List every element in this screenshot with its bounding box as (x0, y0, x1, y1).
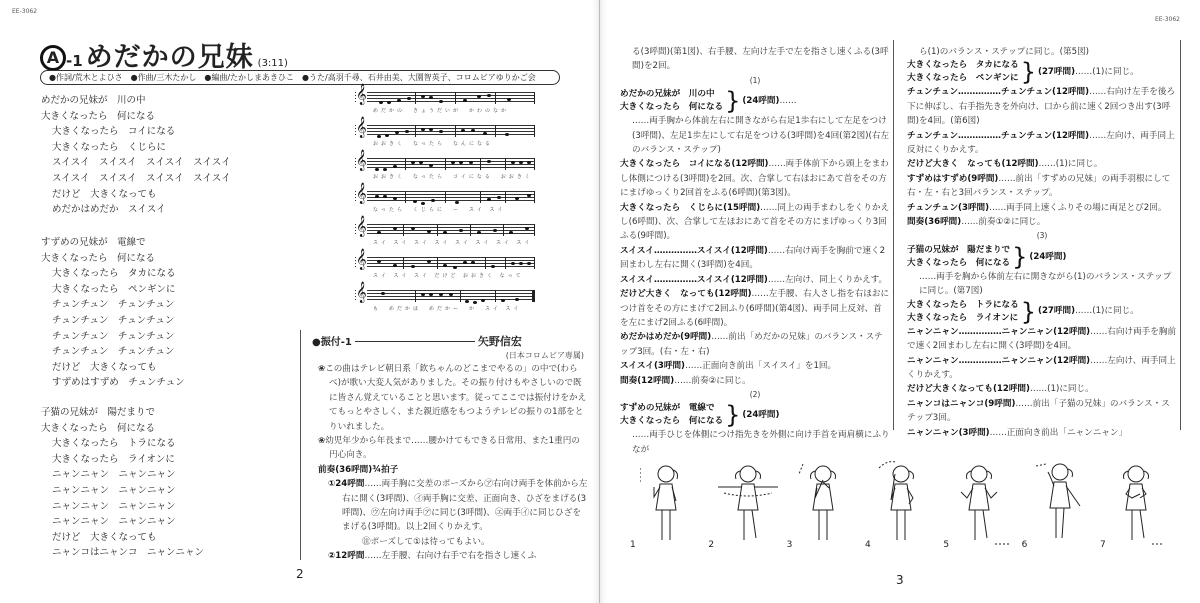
instruction-entry: チュンチュン……………チュンチュン(12呼間)……左向け、両手同上反対にくりかえす。 (907, 130, 1175, 156)
figure-number: 2 (708, 540, 715, 550)
instruction-text: ……両手を胸から体前左右に開きながら(1)のバランス・ステップに同じ。(第7図) (919, 271, 1172, 297)
lyric-line: チュンチュン チュンチュン (52, 299, 175, 311)
figure-7 (1100, 460, 1170, 560)
instruction-entry: スイスイ……………スイスイ(12呼間)……右向け両手を胸前で速く2回まわし左右に開く(3呼間)を4回。 (620, 245, 886, 271)
figure-number: 3 (786, 540, 793, 550)
instruction-text: ……両手ひじを体側につけ指先きを外側に向け手首を両肩横にふりなが (632, 430, 890, 455)
lyric-brace-group: 子猫の兄妹が 陽だまりで 大きくなったら 何になる } (24呼間) (907, 242, 1067, 271)
dance-figures (630, 460, 1170, 560)
treble-clef-icon: 𝄞 (356, 216, 367, 237)
instructions-column-b (907, 45, 1177, 440)
lyric-brace-group: 大きくなったら トラになる 大きくなったら ライオンに } (27呼間) ……(1)に同じ。 (907, 297, 1139, 326)
staff-row (355, 282, 535, 319)
intro-paragraph: ❀この曲はテレビ朝日系「欽ちゃんのどこまでやるの」の中で(わらべ)が歌い大変人気がありました。その振り付けもやさしいので既に皆さん覚えていることと思います。従ってここでは振付けをかえてもっとやさしく、また親近感をもつようテレビの振りの1部をとりいれました。 (318, 364, 587, 432)
instruction-entry: 間奏(12呼間)……前奏②に同じ。 (620, 375, 751, 386)
instruction-entry: 大きくなったら くじらに(15呼間)……同上の両手まわしをくりかえし(6呼間)、次、合掌して左ほおにあて首をその方にまげゆっくり3回ふる(9呼間)。 (620, 202, 890, 242)
continuation-text: る(3呼間)(第1図)、右手腰、左向け左手で左を指さし速くふる(3呼間)を2回。 (632, 47, 889, 72)
lyric-line: ニャンニャン ニャンニャン (52, 500, 176, 512)
lyric-line: 大きくなったら ペンギンに (52, 283, 176, 295)
score-syllables: おおきく なったら コイになる おおきく (373, 174, 533, 180)
lyric-line: 大きくなったら コイになる (52, 126, 176, 138)
page-number: 2 (296, 567, 304, 581)
lyric-line: すずめはすずめ チュンチュン (52, 377, 185, 389)
instruction-entry: チュンチュン……………チュンチュン(12呼間)……右向け左手を後ろ下に伸ばし、右手指先きを外向け、口から前に速く2回つき出す(3呼間)を4回。(第6図) (907, 87, 1176, 127)
instruction-entry: ニャンコはニャンコ(9呼間)……前出「子猫の兄妹」のバランス・ステップ3回。 (907, 398, 1170, 424)
lyric-line: スイスイ スイスイ スイスイ スイスイ (52, 157, 231, 169)
figure-1 (630, 460, 700, 560)
lyric-line: ニャンニャン ニャンニャン (52, 469, 176, 481)
lyric-line: ニャンニャン ニャンニャン (52, 516, 176, 528)
staff-row (355, 183, 535, 220)
instruction-entry: ニャンニャン(3呼間)……正面向き前出「ニャンニャン」 (907, 427, 1128, 438)
catalog-number: EE-3062 (1154, 16, 1180, 23)
side-badge: A (40, 43, 66, 73)
column-divider (1180, 40, 1181, 430)
treble-clef-icon: 𝄞 (356, 150, 367, 171)
treble-clef-icon: 𝄞 (356, 84, 367, 105)
column-divider (300, 330, 301, 560)
lyrics-verse-1 (41, 93, 231, 218)
staff-row (355, 249, 535, 286)
instruction-entry: ニャンニャン……………ニャンニャン(12呼間)……左向け、両手同上くりかえす。 (907, 355, 1176, 380)
figure-number: 5 (943, 540, 950, 550)
instruction-entry: だけど大きく なっても(12呼間)……(1)に同じ。 (907, 159, 1103, 170)
track-number: -1 (66, 52, 83, 70)
instruction-entry: だけど大きくなっても(12呼間)……(1)に同じ。 (907, 384, 1094, 395)
instruction-entry: スイスイ……………スイスイ(12呼間)……左向け、同上くりかえす。 (620, 274, 888, 285)
page-number: 3 (896, 573, 904, 587)
choreography-intro (318, 362, 588, 564)
lyric-line: ニャンニャン ニャンニャン (52, 484, 176, 496)
instruction-entry: チュンチュン(3呼間)……両手同上速くふりその場に両足とび2回。 (907, 202, 1167, 213)
score-syllables: なったら くじらに ー スイ スイ (373, 207, 506, 213)
column-divider (893, 40, 894, 430)
lyric-line: チュンチュン チュンチュン (52, 346, 175, 358)
dancing-girl-icon (640, 460, 690, 550)
song-title (40, 35, 288, 74)
score-syllables: スイ スイ スイ だけど おおきく なって (373, 273, 524, 279)
instruction-entry: 大きくなったら コイになる(12呼間)……両手体前下から頭上をまわし体側につける(3呼間)を2回。次、合掌して右ほおにあて首をその方にまげゆっくり2回首をふる(6呼間)(第3図)。 (620, 159, 889, 199)
lyrics-verse-3 (41, 405, 204, 561)
prelude-label: 前奏(36呼間)¾拍子 (318, 464, 399, 475)
lyric-line: だけど 大きくなっても (52, 361, 157, 373)
prelude-step: ②12呼間……左手腰、右向け右手で右を指さし速くふ (328, 551, 537, 562)
lyric-line: めだかの兄妹が 川の中 (41, 95, 146, 106)
lyric-brace-group: 大きくなったら タカになる 大きくなったら ペンギンに } (27呼間) ……(1)に同じ。 (907, 58, 1139, 87)
instructions-column-a (620, 45, 890, 457)
lyric-line: すずめの兄妹が 電線で (41, 237, 146, 248)
score-syllables: も めだかは めだかー か スイ スイ (373, 306, 522, 312)
choreographer-affiliation: (日本コロムビア専属) (505, 351, 584, 360)
choreographer-name: 矢野信宏 (477, 335, 522, 348)
dancing-girl-icon (718, 460, 778, 550)
treble-clef-icon: 𝄞 (356, 117, 367, 138)
lyric-line: だけど 大きくなっても (52, 531, 157, 543)
lyric-line: 大きくなったら タカになる (52, 268, 176, 280)
lyric-line: めだかはめだか スイスイ (52, 204, 166, 216)
credits-bar: ●作詞/荒木とよひさ ●作曲/三木たかし ●編曲/たかしまあきひこ ●うた/高羽千尋、石井由美、大園智英子、コロムビアゆりかご会 (40, 70, 560, 85)
prelude-step: ①24呼間……両手胸に交差のポーズから㋐右向け両手を体前から左右に開く(3呼間)、㋑両手胸に交差、正面向き、ひざをまげる(3呼間)、㋒左向け両手㋐に同じ(3呼間)、㋓両手㋑に同じひざをまげる(3呼間)。以上2回くりかえす。 (328, 479, 588, 533)
score-syllables: めだかの きょうだいが かわのなか (373, 108, 510, 114)
continuation-text: ら(1)のバランス・ステップに同じ。(第5図) (919, 47, 1090, 57)
catalog-number: EE-3062 (12, 8, 38, 15)
dancing-girl-icon (1110, 460, 1170, 550)
figure-6 (1022, 460, 1092, 560)
choreography-label: ●振付-1 (312, 337, 352, 348)
figure-number: 1 (630, 540, 636, 550)
instruction-entry: だけど大きく なっても(12呼間)……左手腰、右人さし指を右ほおにつけ首をその方にまげて2回ふり(6呼間)(第4図)、両手同上反対、首を左にまげ2回ふる(6呼間)。 (620, 289, 890, 328)
figure-4 (865, 460, 935, 560)
figure-2 (708, 460, 778, 560)
lyric-line: スイスイ スイスイ スイスイ スイスイ (52, 172, 231, 184)
figure-3 (787, 460, 857, 560)
figure-5 (943, 460, 1013, 560)
section-marker: (3) (1036, 231, 1048, 241)
lyric-line: ニャンコはニャンコ ニャンニャン (52, 547, 205, 559)
prelude-note: ㊟ポーズして①は待ってもよい。 (362, 536, 490, 547)
lyric-line: 大きくなったら ライオンに (52, 453, 175, 465)
song-name: めだかの兄妹 (85, 42, 254, 73)
choreography-header (312, 333, 584, 361)
sheet-music (355, 84, 535, 319)
section-marker: (2) (749, 389, 761, 399)
dancing-girl-icon (797, 460, 847, 550)
staff-row (355, 117, 535, 154)
lyrics-verse-2 (41, 235, 185, 391)
lyric-brace-group: すずめの兄妹が 電線で 大きくなったら 何になる } (24呼間) (620, 401, 780, 430)
song-duration: (3:11) (257, 58, 288, 69)
lyric-line: だけど 大きくなっても (52, 188, 157, 200)
lyric-line: 大きくなったら 何になる (41, 252, 156, 264)
instruction-entry: すずめはすずめ(9呼間)……前出「すずめの兄妹」の両手羽根にして右・左・右と3回バランス・ステップ。 (907, 173, 1171, 199)
figure-number: 7 (1099, 540, 1106, 550)
staff-row (355, 84, 535, 121)
score-syllables: スイ スイ スイ スイ スイ スイ スイ スイ (373, 240, 533, 246)
instruction-entry: 間奏(36呼間)……前奏①②に同じ。 (907, 217, 1046, 228)
lyric-line: 大きくなったら トラになる (52, 438, 176, 450)
score-syllables: おおきく なったら なんになる (373, 141, 494, 147)
treble-clef-icon: 𝄞 (356, 249, 367, 270)
dancing-girl-icon (953, 460, 1013, 550)
lyric-line: 大きくなったら くじらに (52, 141, 167, 153)
instruction-entry: スイスイ(3呼間)……正面向き前出「スイスイ」を1回。 (620, 361, 837, 372)
treble-clef-icon: 𝄞 (356, 282, 367, 303)
lyric-line: 大きくなったら 何になる (41, 422, 156, 434)
instruction-text: ……両手胸から体前左右に開きながら右足1歩右にして左足をつけ(3呼間)、左足1歩左にして右足をつける(3呼間)を4回(第2図)(右左のバランス・ステップ) (632, 116, 890, 156)
intro-paragraph: ❀幼児年少から年長まで……腰かけてもできる日常用、また1重円の円心向き。 (318, 436, 580, 461)
figure-number: 6 (1021, 540, 1028, 550)
lyric-brace-group: めだかの兄妹が 川の中 大きくなったら 何になる } (24呼間) …… (620, 87, 797, 116)
instruction-entry: ニャンニャン……………ニャンニャン(12呼間)……右向け両手を胸前で速く2回まわし左右に開く(3呼間)を4回。 (907, 326, 1177, 352)
figure-number: 4 (864, 540, 871, 550)
dancing-girl-icon (875, 460, 925, 550)
right-page (600, 0, 1200, 603)
staff-row (355, 216, 535, 253)
lyric-line: 子猫の兄妹が 陽だまりで (41, 407, 156, 418)
dancing-girl-icon (1032, 460, 1092, 550)
staff-row (355, 150, 535, 187)
instruction-entry: めだかはめだか(9呼間)……前出「めだかの兄妹」のバランス・ステップ3回。(右・左・右) (620, 332, 883, 357)
section-marker: (1) (749, 75, 761, 85)
lyric-line: チュンチュン チュンチュン (52, 330, 175, 342)
lyric-line: チュンチュン チュンチュン (52, 314, 175, 326)
treble-clef-icon: 𝄞 (356, 183, 367, 204)
lyric-line: 大きくなったら 何になる (41, 110, 156, 122)
